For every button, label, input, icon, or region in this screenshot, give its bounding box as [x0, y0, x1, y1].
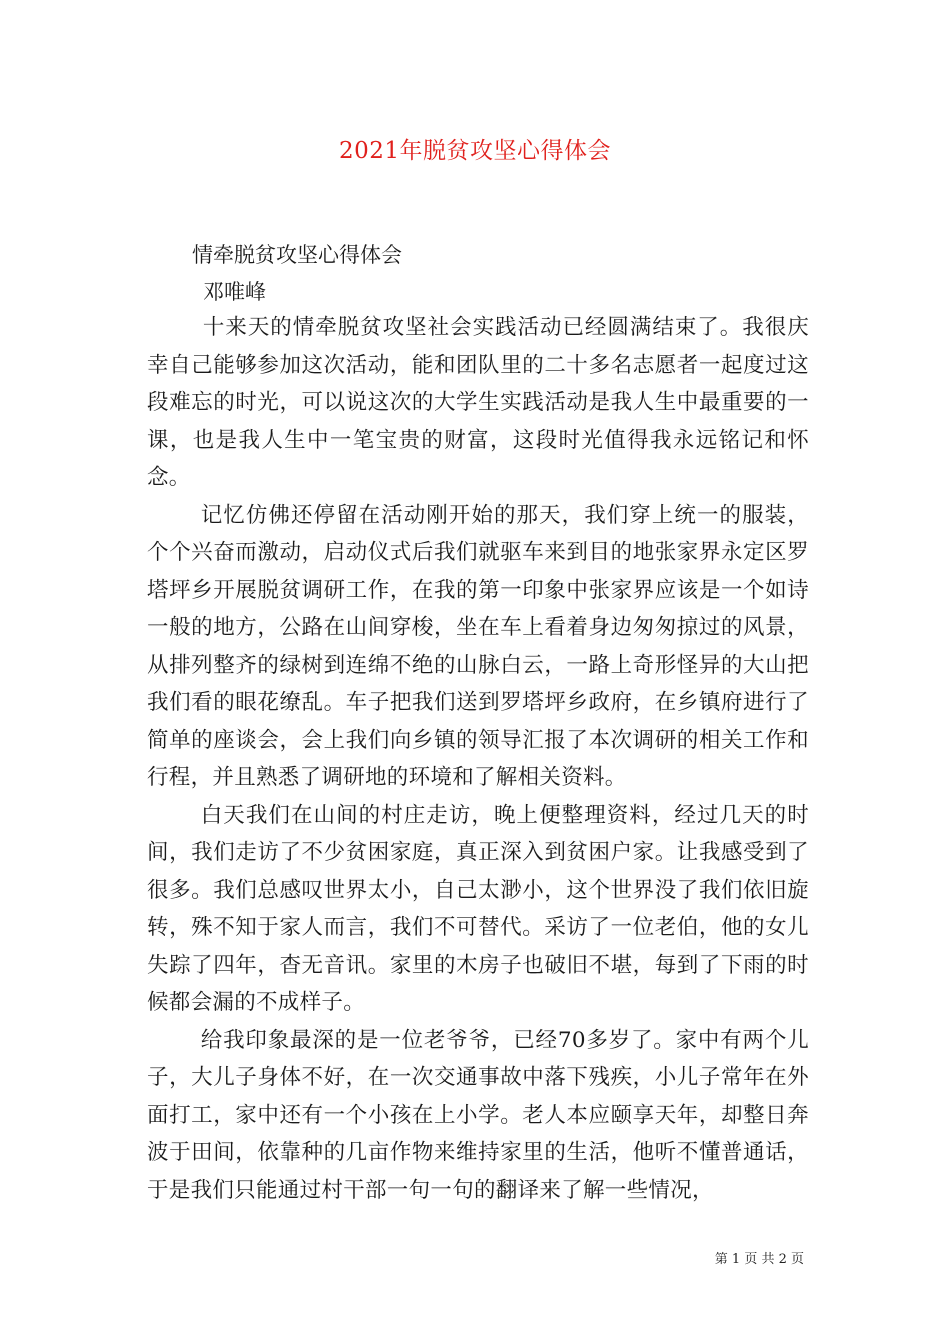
essay-subtitle: 情牵脱贫攻坚心得体会: [192, 243, 402, 267]
page-footer: 第 1 页 共 2 页: [714, 1252, 804, 1267]
paragraph: 给我印象最深的是一位老爷爷，已经70多岁了。家中有两个儿子，大儿子身体不好，在一次交通事故中落下残疾，小儿子常年在外面打工，家中还有一个小孩在上小学。老人本应颐享天年，却整日奔波于田间，依靠种的几亩作物来维持家里的生活，他听不懂普通话，于是我们只能通过村干部一句一句的翻译来了解一些情况，: [147, 1027, 809, 1203]
author-name: 邓唯峰: [203, 280, 266, 304]
paragraph: 记忆仿佛还停留在活动刚开始的那天，我们穿上统一的服装，个个兴奋而激动，启动仪式后我们就驱车来到目的地张家界永定区罗塔坪乡开展脱贫调研工作，在我的第一印象中张家界应该是一个如诗一般的地方，公路在山间穿梭，坐在车上看着身边匆匆掠过的风景，从排列整齐的绿树到连绵不绝的山脉白云，一路上奇形怪异的大山把我们看的眼花缭乱。车子把我们送到罗塔坪乡政府，在乡镇府进行了简单的座谈会，会上我们向乡镇的领导汇报了本次调研的相关工作和行程，并且熟悉了调研地的环境和了解相关资料。: [147, 502, 809, 790]
paragraph: 十来天的情牵脱贫攻坚社会实践活动已经圆满结束了。我很庆幸自己能够参加这次活动，能和团队里的二十多名志愿者一起度过这段难忘的时光，可以说这次的大学生实践活动是我人生中最重要的一课，也是我人生中一笔宝贵的财富，这段时光值得我永远铭记和怀念。: [147, 315, 809, 490]
document-title: 2021年脱贫攻坚心得体会: [338, 138, 612, 164]
paragraph: 白天我们在山间的村庄走访，晚上便整理资料，经过几天的时间，我们走访了不少贫困家庭，真正深入到贫困户家。让我感受到了很多。我们总感叹世界太小，自己太渺小，这个世界没了我们依旧旋转，殊不知于家人而言，我们不可替代。采访了一位老伯，他的女儿失踪了四年，杳无音讯。家里的木房子也破旧不堪，每到了下雨的时候都会漏的不成样子。: [147, 802, 809, 1015]
document-body: [147, 309, 809, 1209]
